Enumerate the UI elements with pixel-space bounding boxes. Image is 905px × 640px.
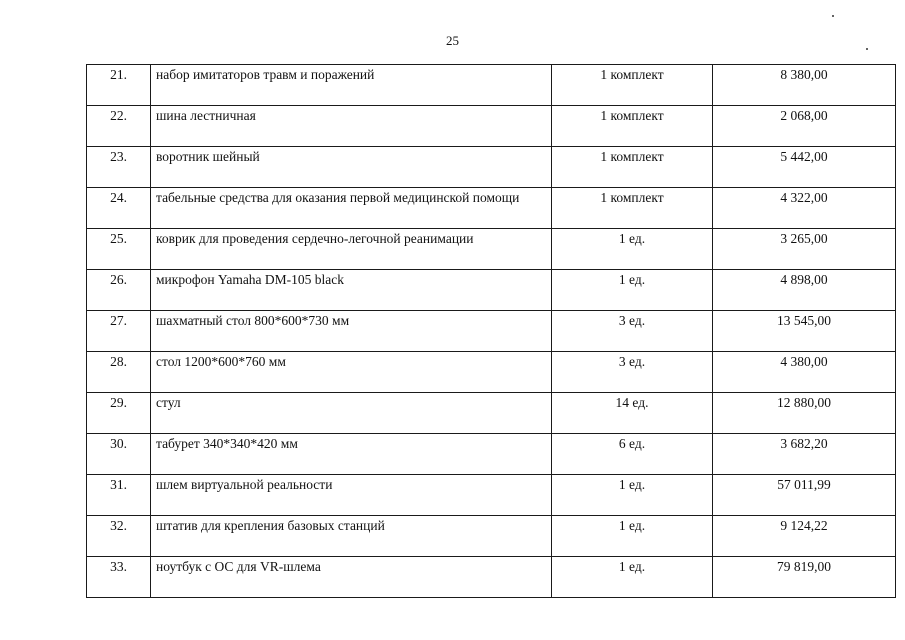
row-number: 24. <box>87 188 151 229</box>
table-row <box>87 557 896 598</box>
item-quantity: 3 ед. <box>552 311 713 352</box>
item-name: ноутбук с ОС для VR-шлема <box>151 557 552 598</box>
row-number: 33. <box>87 557 151 598</box>
table-row <box>87 475 896 516</box>
scan-speck <box>866 48 868 50</box>
table-row <box>87 147 896 188</box>
item-name: микрофон Yamaha DM-105 black <box>151 270 552 311</box>
items-table-body <box>87 65 896 598</box>
item-price: 4 322,00 <box>713 188 896 229</box>
item-quantity: 1 комплект <box>552 65 713 106</box>
table-row <box>87 393 896 434</box>
table-row <box>87 229 896 270</box>
item-price: 5 442,00 <box>713 147 896 188</box>
item-price: 8 380,00 <box>713 65 896 106</box>
item-quantity: 3 ед. <box>552 352 713 393</box>
item-name: табурет 340*340*420 мм <box>151 434 552 475</box>
row-number: 27. <box>87 311 151 352</box>
row-number: 22. <box>87 106 151 147</box>
item-name: шахматный стол 800*600*730 мм <box>151 311 552 352</box>
row-number: 21. <box>87 65 151 106</box>
row-number: 26. <box>87 270 151 311</box>
item-name: коврик для проведения сердечно-легочной реанимации <box>151 229 552 270</box>
item-quantity: 1 комплект <box>552 188 713 229</box>
item-name: стул <box>151 393 552 434</box>
item-price: 79 819,00 <box>713 557 896 598</box>
table-row <box>87 434 896 475</box>
row-number: 30. <box>87 434 151 475</box>
item-name: табельные средства для оказания первой медицинской помощи <box>151 188 552 229</box>
item-name: набор имитаторов травм и поражений <box>151 65 552 106</box>
table-row <box>87 352 896 393</box>
item-quantity: 6 ед. <box>552 434 713 475</box>
table-row <box>87 106 896 147</box>
item-price: 9 124,22 <box>713 516 896 557</box>
item-price: 4 898,00 <box>713 270 896 311</box>
item-price: 4 380,00 <box>713 352 896 393</box>
item-quantity: 1 комплект <box>552 147 713 188</box>
row-number: 28. <box>87 352 151 393</box>
table-row <box>87 516 896 557</box>
row-number: 25. <box>87 229 151 270</box>
scan-speck <box>832 15 834 17</box>
row-number: 23. <box>87 147 151 188</box>
table-row <box>87 311 896 352</box>
item-quantity: 1 комплект <box>552 106 713 147</box>
item-quantity: 1 ед. <box>552 557 713 598</box>
table-row <box>87 270 896 311</box>
item-quantity: 14 ед. <box>552 393 713 434</box>
item-quantity: 1 ед. <box>552 229 713 270</box>
table-row <box>87 65 896 106</box>
row-number: 32. <box>87 516 151 557</box>
page-number: 25 <box>446 33 459 48</box>
item-price: 57 011,99 <box>713 475 896 516</box>
item-quantity: 1 ед. <box>552 475 713 516</box>
item-quantity: 1 ед. <box>552 516 713 557</box>
table-row <box>87 188 896 229</box>
item-name: штатив для крепления базовых станций <box>151 516 552 557</box>
item-name: стол 1200*600*760 мм <box>151 352 552 393</box>
item-price: 12 880,00 <box>713 393 896 434</box>
item-price: 3 682,20 <box>713 434 896 475</box>
item-name: воротник шейный <box>151 147 552 188</box>
item-name: шлем виртуальной реальности <box>151 475 552 516</box>
item-name: шина лестничная <box>151 106 552 147</box>
row-number: 31. <box>87 475 151 516</box>
item-quantity: 1 ед. <box>552 270 713 311</box>
items-table <box>86 64 896 598</box>
item-price: 13 545,00 <box>713 311 896 352</box>
row-number: 29. <box>87 393 151 434</box>
item-price: 3 265,00 <box>713 229 896 270</box>
item-price: 2 068,00 <box>713 106 896 147</box>
